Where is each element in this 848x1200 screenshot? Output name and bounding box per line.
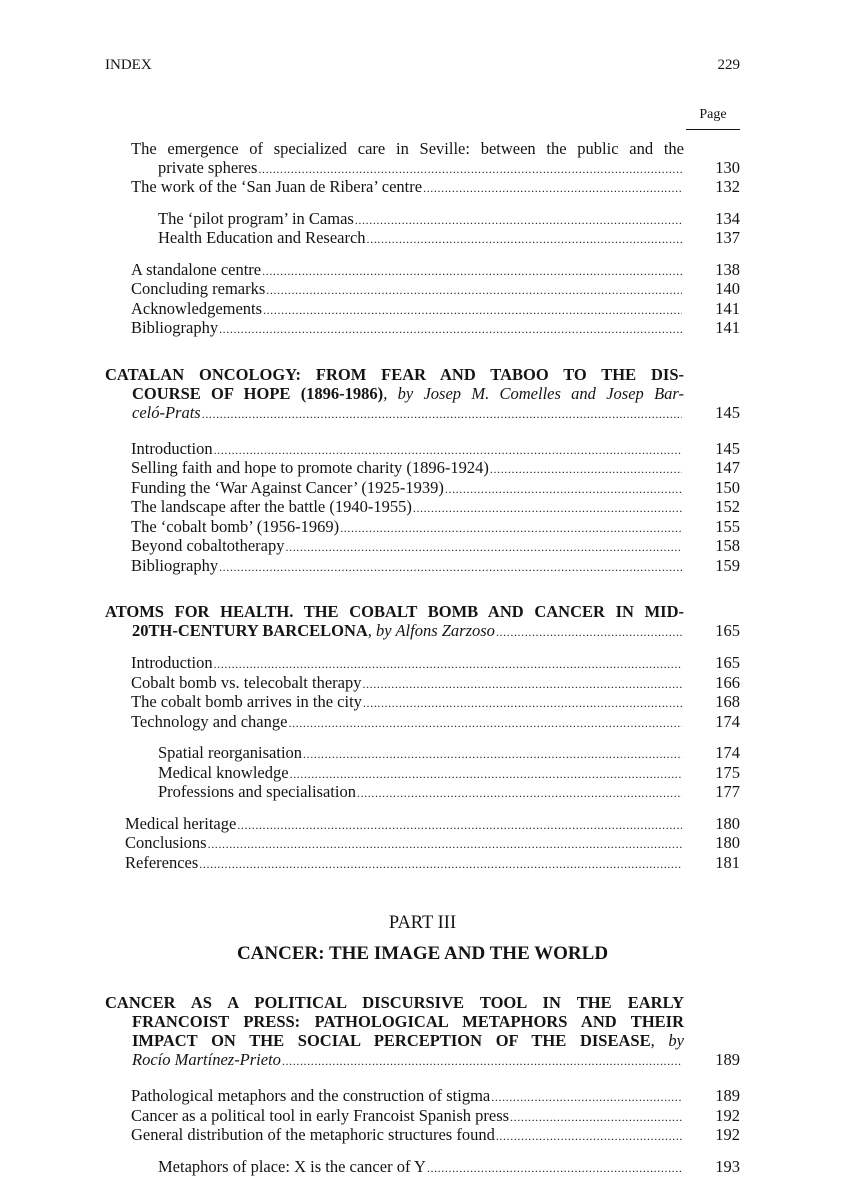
dot-leader [490,460,682,479]
chapter-heading-francoist: CANCER AS A POLITICAL DISCURSIVE TOOL IN THE EARLY FRANCOIST PRESS: PATHOLOGICAL METAPHORS AND THEIR IMPACT ON THE SOCIAL PERCEPTION OF THE DISEASE, by Rocío Martínez-Prieto . . . 189 [105,993,740,1071]
toc-entry-centre: The work of the ‘San Juan de Ribera’ centre . . . 132 [131,178,740,198]
toc-page-number: 189 [715,1086,740,1105]
part-label: PART III [388,913,457,933]
toc-page-number: 130 [715,157,740,177]
toc-page-number: 145 [715,438,740,458]
toc-page-number: 168 [715,692,740,711]
page-number: 229 [717,57,740,73]
toc-entry: Pathological metaphors and the construction of stigma . . . 189 [131,1087,740,1107]
toc-page-number: 159 [715,555,740,575]
toc-entry-standalone: A standalone centre . . . 138 [131,261,740,281]
chapter-heading-atoms: ATOMS FOR HEALTH. THE COBALT BOMB AND CANCER IN MID- 20TH-CENTURY BARCELONA , by Alfons Zarzoso . . . 165 [105,602,740,642]
toc-entry: Cobalt bomb vs. telecobalt therapy . . . 166 [131,674,740,694]
toc-page-number: 158 [715,536,740,555]
dot-leader [362,675,682,694]
toc-entry: Conclusions . . . 180 [125,834,740,854]
toc-page-number: 175 [715,762,740,782]
dot-leader [199,855,682,874]
dot-leader [357,784,682,803]
toc-page-number: 166 [715,672,740,692]
toc-entry: Introduction . . . 145 [131,440,740,460]
toc-subentry-health: Health Education and Research . . . 137 [158,229,740,249]
toc-entry-concluding: Concluding remarks . . . 140 [131,280,740,300]
dot-leader [214,655,682,674]
toc-entry: Funding the ‘War Against Cancer’ (1925-1939) . . . 150 [131,479,740,499]
part-title: CANCER: THE IMAGE AND THE WORLD [236,943,609,964]
toc-page-number: 134 [715,208,740,228]
dot-leader [237,816,682,835]
dot-leader [214,441,682,460]
dot-leader [423,179,682,198]
dot-leader [367,230,682,249]
dot-leader [263,301,682,320]
dot-leader [340,519,682,538]
toc-entry: General distribution of the metaphoric structures found . . . 192 [131,1126,740,1146]
toc-entry: The ‘cobalt bomb’ (1956-1969) . . . 155 [131,518,740,538]
page-column-label: Page [686,107,740,130]
toc-page-number: 174 [715,743,740,762]
toc-page-number: 137 [715,228,740,247]
table-of-contents [0,140,848,1177]
dot-leader [445,480,682,499]
toc-page-number: 140 [715,279,740,298]
dot-leader [303,745,682,764]
dot-leader [510,1108,682,1127]
toc-page-number: 165 [715,653,740,672]
toc-entry: Bibliography . . . 159 [131,557,740,577]
toc-entry-bibliography: Bibliography . . . 141 [131,319,740,339]
toc-page-number: 152 [715,497,740,516]
dot-leader [202,405,682,424]
toc-page-number: 180 [715,833,740,852]
toc-entry: Medical knowledge . . . 175 [158,764,740,784]
toc-entry: Cancer as a political tool in early Francoist Spanish press . . . 192 [131,1107,740,1127]
toc-subentry-pilot: The ‘pilot program’ in Camas . . . 134 [158,210,740,230]
toc-page-number: 174 [715,711,740,731]
toc-page-number: 181 [715,852,740,872]
toc-entry: Metaphors of place: X is the cancer of Y . . . 193 [158,1158,740,1178]
toc-entry: Technology and change . . . 174 [131,713,740,733]
toc-page-number: 180 [715,813,740,833]
dot-leader [363,694,682,713]
dot-leader [491,1088,682,1107]
toc-entry-ack: Acknowledgements . . . 141 [131,300,740,320]
dot-leader [258,160,682,179]
dot-leader [413,499,682,518]
toc-page-number: 155 [715,516,740,536]
dot-leader [288,714,682,733]
toc-page-number: 165 [715,621,740,640]
toc-page-number: 145 [715,402,740,422]
dot-leader [262,262,682,281]
toc-entry: The cobalt bomb arrives in the city . . . 168 [131,693,740,713]
dot-leader [219,558,682,577]
toc-entry: The landscape after the battle (1940-1955) . . . 152 [131,498,740,518]
toc-entry: References . . . 181 [125,854,740,874]
toc-entry: Professions and specialisation . . . 177 [158,783,740,803]
toc-page-number: 189 [715,1050,740,1069]
toc-page-number: 147 [715,458,740,477]
toc-entry: Medical heritage . . . 180 [125,815,740,835]
running-head [105,57,740,79]
dot-leader [266,281,682,300]
toc-page-number: 141 [715,298,740,318]
running-head-title: INDEX [105,57,152,73]
toc-page-number: 192 [715,1125,740,1144]
dot-leader [208,835,682,854]
toc-entry: Introduction . . . 165 [131,654,740,674]
toc-entry: Spatial reorganisation . . . 174 [158,744,740,764]
toc-entry: Beyond cobaltotherapy . . . 158 [131,537,740,557]
toc-page-number: 138 [715,259,740,279]
toc-page-number: 150 [715,477,740,497]
dot-leader [219,320,682,339]
dot-leader [282,1052,682,1071]
dot-leader [496,1127,682,1146]
toc-page-number: 192 [715,1105,740,1125]
toc-page-number: 141 [715,318,740,337]
dot-leader [427,1159,682,1178]
toc-entry-seville: The emergence of specialized care in Seville: between the public and the private spheres . . . 130 [131,140,740,178]
dot-leader [355,211,682,230]
toc-page-number: 193 [715,1156,740,1176]
toc-page-number: 132 [715,177,740,196]
dot-leader [496,623,682,642]
chapter-heading-catalan: CATALAN ONCOLOGY: FROM FEAR AND TABOO TO THE DIS- COURSE OF HOPE (1896-1986), by Josep M. Comelles and Josep Bar- celó-Prats . . . 145 [105,365,740,424]
dot-leader [290,765,682,784]
toc-page-number: 177 [715,782,740,801]
dot-leader [286,538,683,557]
toc-entry: Selling faith and hope to promote charity (1896-1924) . . . 147 [131,459,740,479]
